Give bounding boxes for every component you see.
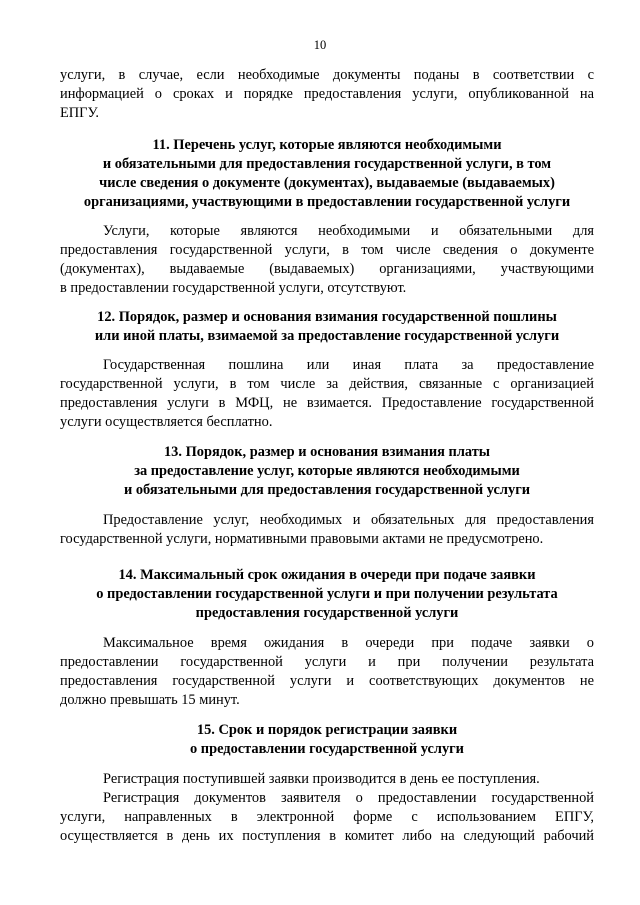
- body-line: Государственная пошлина или иная плата за предоставление: [103, 357, 594, 373]
- heading-line: и обязательными для предоставления государственной услуги: [123, 482, 531, 498]
- heading-line: 15. Срок и порядок регистрации заявки: [196, 722, 458, 738]
- section-12-heading: [60, 308, 594, 346]
- intro-line: услуги, в случае, если необходимые документы поданы в соответствии с: [60, 67, 594, 83]
- body-line: предоставлении государственной услуги и при получении результата: [60, 654, 594, 670]
- body-line: Регистрация документов заявителя о предоставлении государственной: [103, 790, 594, 806]
- section-14-heading: [60, 566, 594, 623]
- section-11-heading: [60, 136, 594, 212]
- section-12-body: [60, 356, 594, 432]
- section-15-heading: [60, 721, 594, 759]
- intro-line: информацией о сроках и порядке предоставления услуги, опубликованной на: [60, 86, 594, 102]
- body-line: Максимальное время ожидания в очереди при подаче заявки о: [103, 635, 594, 651]
- section-13-body: [60, 511, 594, 549]
- section-13-heading: [60, 443, 594, 500]
- body-line: (документах), выдаваемые (выдаваемых) организациями, участвующими: [60, 261, 594, 277]
- body-line: в предоставлении государственной услуги, отсутствуют.: [60, 280, 407, 296]
- heading-line: предоставления государственной услуги: [195, 605, 459, 621]
- body-line: должно превышать 15 минут.: [60, 692, 240, 708]
- body-line: предоставления услуги в МФЦ, не взимается. Предоставление государственной: [60, 395, 594, 411]
- heading-line: организациями, участвующими в предоставлении государственной услуги: [83, 194, 571, 210]
- heading-line: о предоставлении государственной услуги: [190, 741, 464, 757]
- heading-line: 11. Перечень услуг, которые являются необходимыми: [152, 137, 502, 153]
- page-number: 10: [313, 38, 327, 52]
- body-line: предоставления государственной услуги, в том числе сведения о документе: [60, 242, 594, 258]
- body-line: услуги осуществляется бесплатно.: [60, 414, 273, 430]
- body-line: государственной услуги, в том числе за действия, связанные с организацией: [60, 376, 594, 392]
- heading-line: 13. Порядок, размер и основания взимания платы: [163, 444, 491, 460]
- section-11-body: [60, 222, 594, 298]
- heading-line: о предоставлении государственной услуги и при получении результата: [96, 586, 558, 602]
- heading-line: за предоставление услуг, которые являются необходимыми: [134, 463, 520, 479]
- section-15-body: [60, 770, 594, 846]
- body-line: Услуги, которые являются необходимыми и обязательными для: [103, 223, 594, 239]
- body-line: осуществляется в день их поступления в комитет либо на следующий рабочий: [60, 828, 594, 844]
- section-14-body: [60, 634, 594, 710]
- heading-line: или иной платы, взимаемой за предоставление государственной услуги: [94, 328, 560, 344]
- intro-line: ЕПГУ.: [60, 105, 99, 121]
- body-line: услуги, направленных в электронной форме с использованием ЕПГУ,: [60, 809, 594, 825]
- heading-line: числе сведения о документе (документах), выдаваемые (выдаваемых): [99, 175, 555, 191]
- body-line: Предоставление услуг, необходимых и обязательных для предоставления: [103, 512, 594, 528]
- heading-line: и обязательными для предоставления государственной услуги, в том: [102, 156, 552, 172]
- body-line: Регистрация поступившей заявки производится в день ее поступления.: [103, 771, 540, 787]
- heading-line: 14. Максимальный срок ожидания в очереди при подаче заявки: [118, 567, 536, 583]
- intro-paragraph: [60, 66, 594, 123]
- heading-line: 12. Порядок, размер и основания взимания государственной пошлины: [97, 309, 557, 325]
- body-line: предоставления государственной услуги и соответствующих документов не: [60, 673, 594, 689]
- body-line: государственной услуги, нормативными правовыми актами не предусмотрено.: [60, 531, 544, 547]
